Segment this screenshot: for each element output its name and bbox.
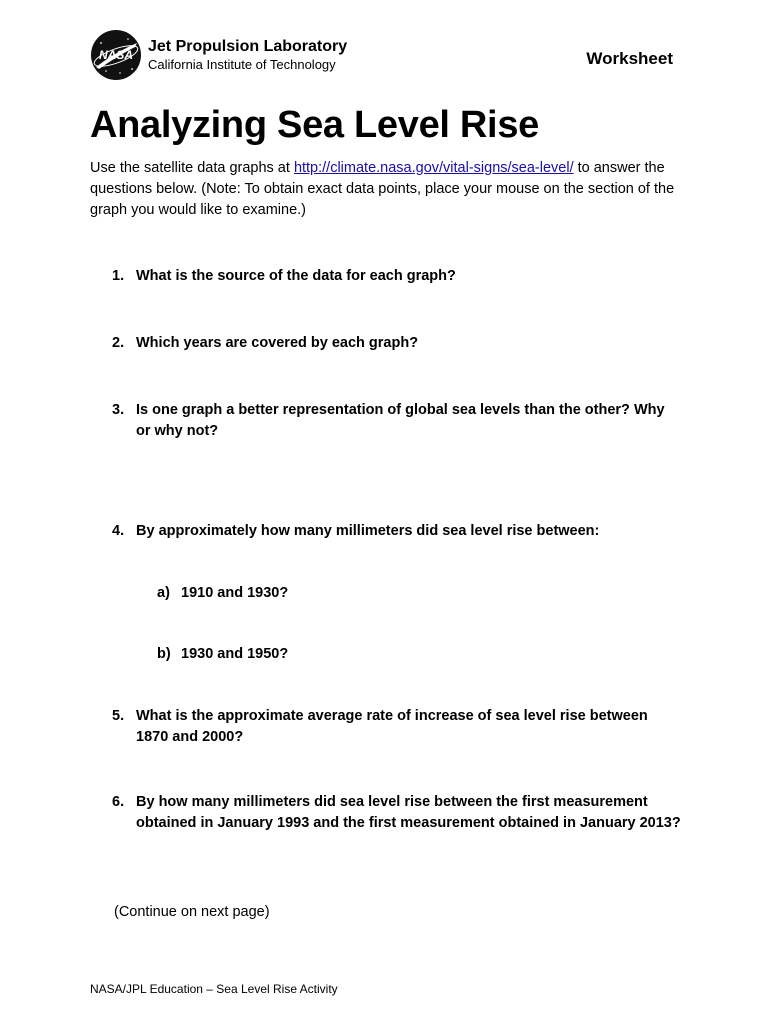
question-4: [112, 521, 682, 542]
question-number: 1.: [112, 268, 125, 284]
question-text: Is one graph a better representation of global sea levels than the other? Why or why not?: [136, 402, 665, 439]
document-type-label: Worksheet: [586, 49, 673, 68]
question-text: Which years are covered by each graph?: [136, 335, 419, 351]
page-footer: NASA/JPL Education – Sea Level Rise Activity: [90, 982, 338, 996]
intro-paragraph: [90, 158, 680, 221]
question-2: [112, 333, 682, 354]
nasa-logo: [90, 29, 142, 81]
question-text: By how many millimeters did sea level rise between the first measurement obtained in January 1993 and the first measurement obtained in January 2013?: [136, 794, 681, 831]
question-number: 2.: [112, 335, 125, 351]
question-number: 5.: [112, 708, 125, 724]
intro-text-end: to answer the questions below. (Note: To obtain exact data points, place your mouse on the section of the graph you would like to examine.): [90, 160, 675, 218]
continue-note: (Continue on next page): [114, 904, 270, 920]
sub-question-letter: a): [157, 585, 170, 601]
sub-question-text: 1910 and 1930?: [181, 585, 289, 601]
question-number: 4.: [112, 523, 125, 539]
question-text: By approximately how many millimeters did sea level rise between:: [136, 523, 600, 539]
question-6: [112, 792, 682, 833]
sub-question-letter: b): [157, 646, 171, 662]
org-name: Jet Propulsion Laboratory: [148, 38, 348, 55]
question-5: [112, 706, 682, 747]
question-number: 3.: [112, 402, 125, 418]
question-3: [112, 400, 682, 441]
question-text: What is the approximate average rate of increase of sea level rise between 1870 and 2000?: [136, 708, 648, 745]
sub-question-a: [157, 583, 288, 603]
nasa-logo-text: NASA: [98, 48, 134, 62]
sub-question-text: 1930 and 1950?: [181, 646, 289, 662]
question-1: [112, 266, 682, 287]
question-number: 6.: [112, 794, 125, 810]
org-subtitle: California Institute of Technology: [148, 57, 336, 72]
sea-level-link[interactable]: http://climate.nasa.gov/vital-signs/sea-level/: [293, 160, 574, 176]
question-text: What is the source of the data for each graph?: [136, 268, 456, 284]
intro-text-start: Use the satellite data graphs at: [90, 160, 294, 176]
page-title: Analyzing Sea Level Rise: [90, 104, 539, 146]
sub-question-b: [157, 644, 288, 664]
